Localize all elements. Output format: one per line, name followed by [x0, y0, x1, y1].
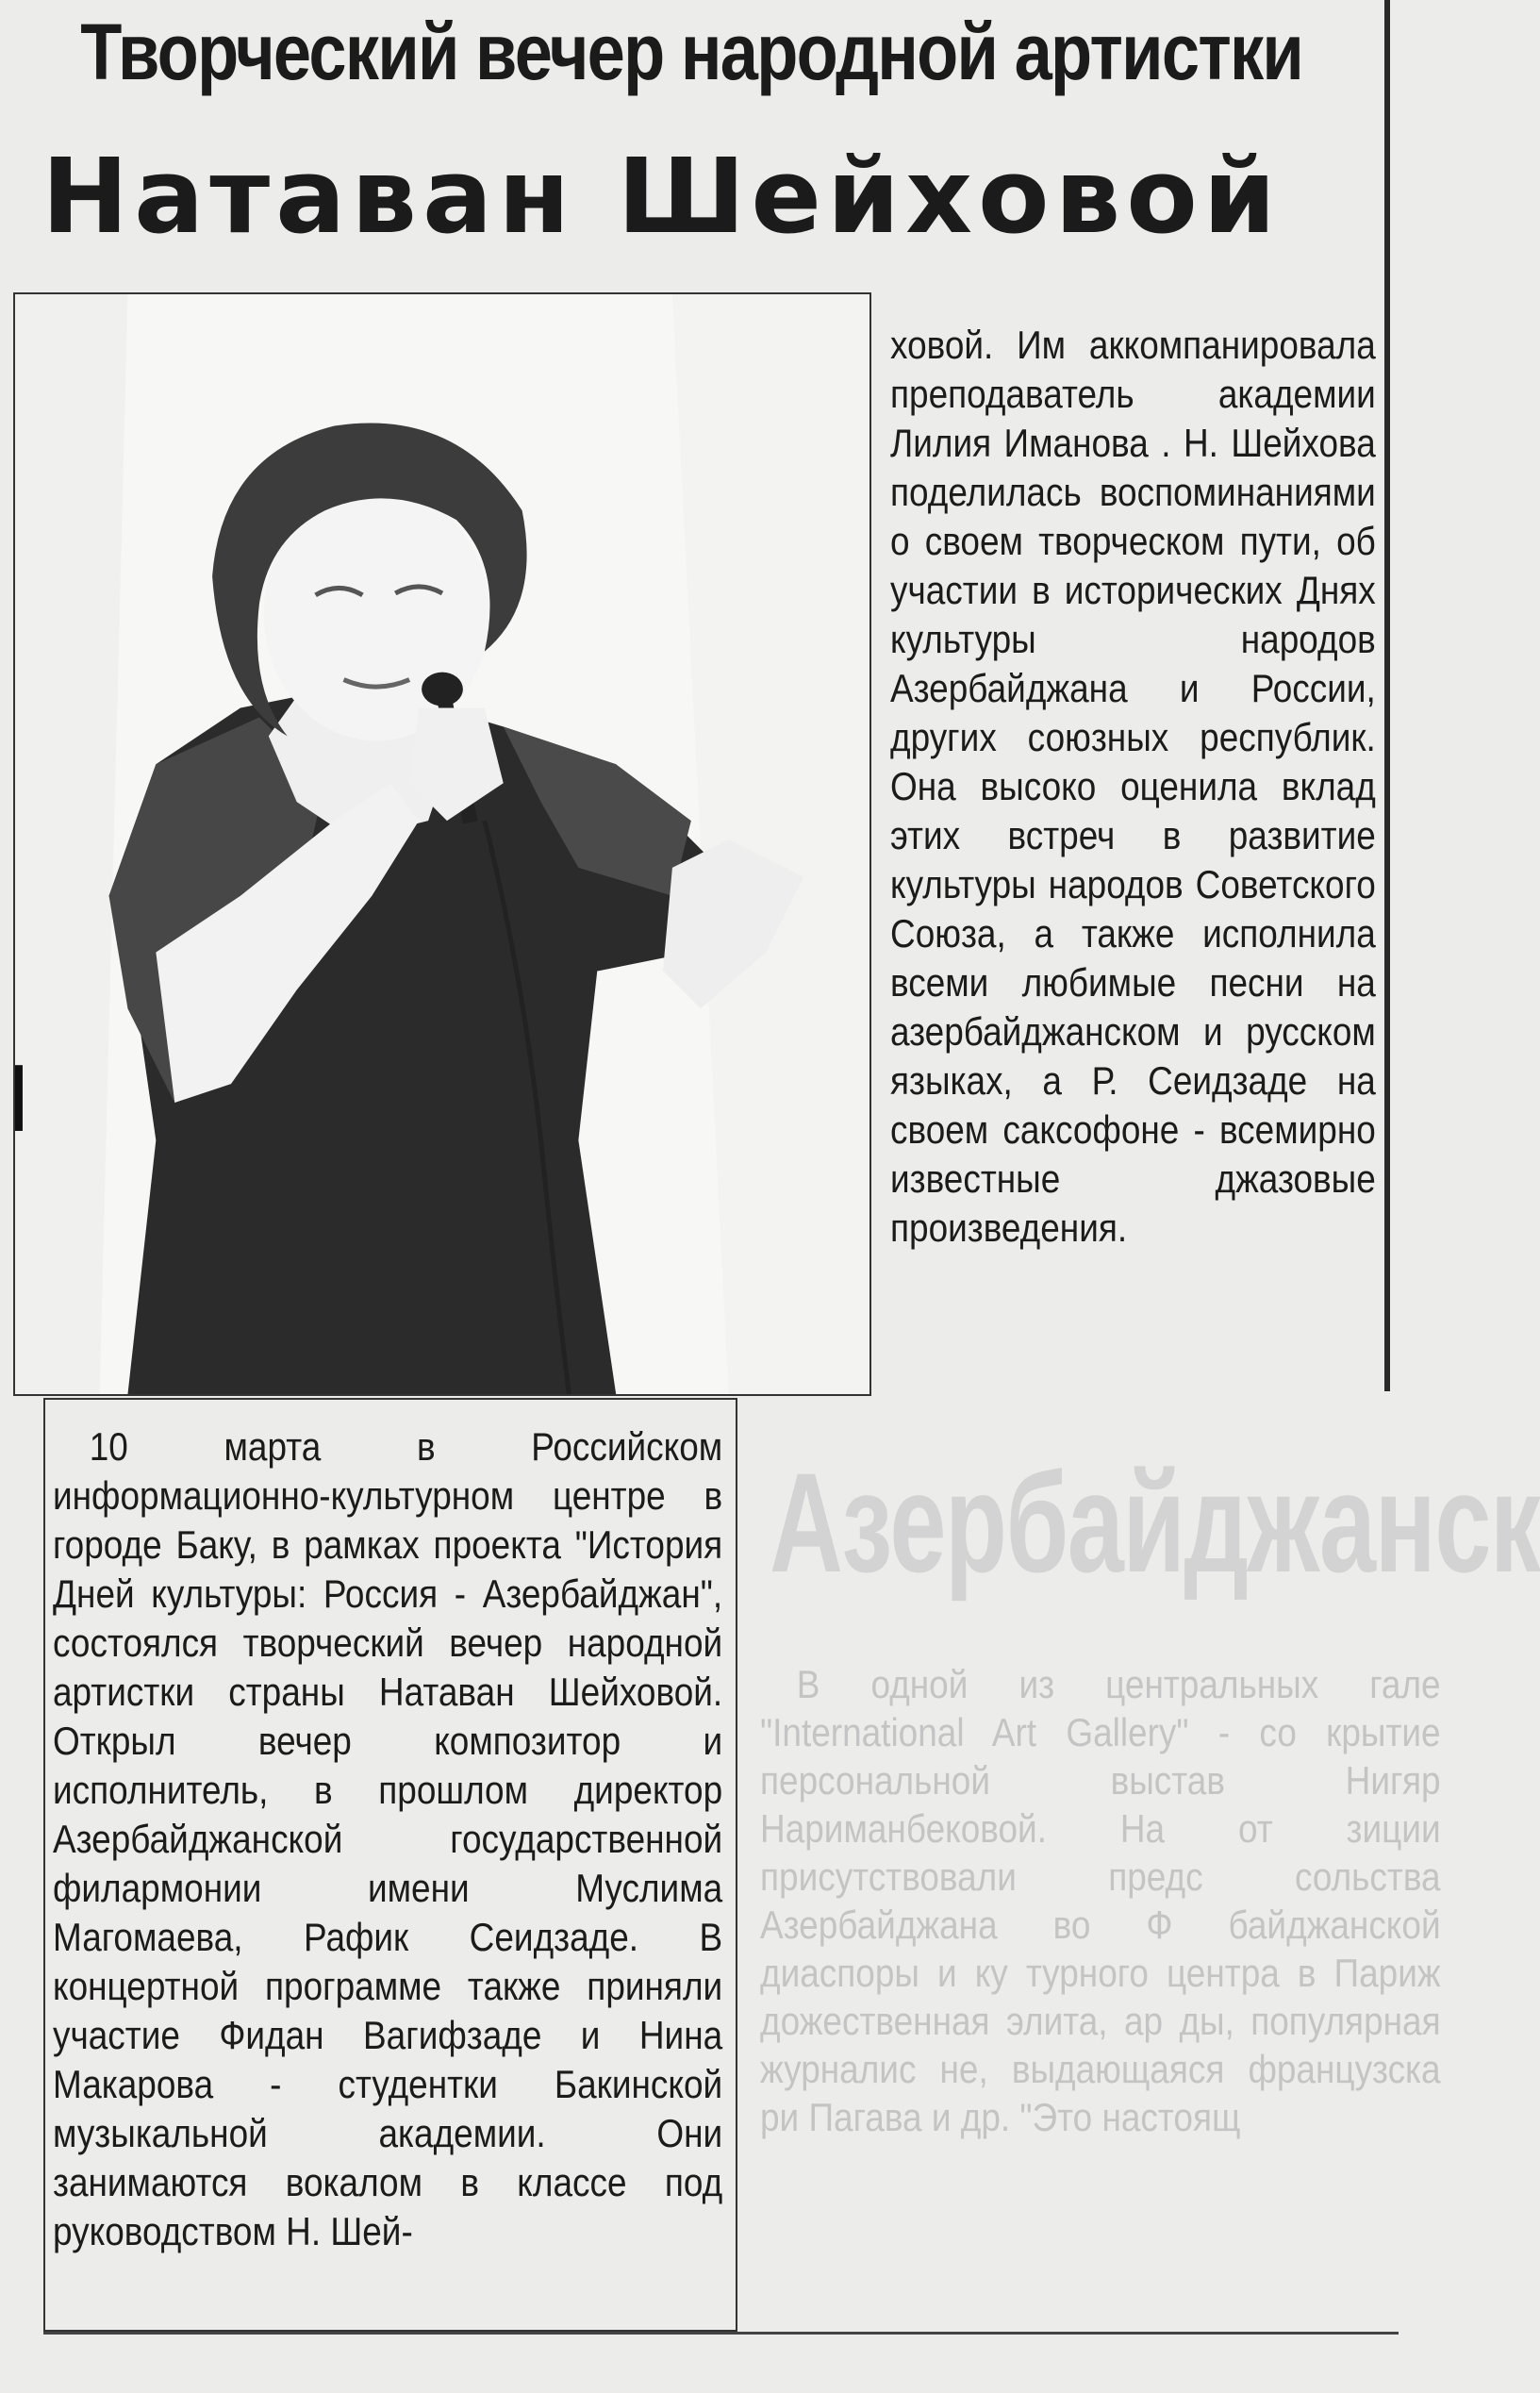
headline-line-1: Творческий вечер народной артистки: [80, 7, 1303, 96]
faded-adjacent-article: [741, 1405, 1540, 2330]
article-photo: [13, 292, 871, 1396]
headline-line-2: Натаван Шейховой: [41, 136, 1282, 257]
faded-article-title: Азербайджанск: [770, 1443, 1540, 1602]
bottom-rule: [43, 2332, 1399, 2335]
left-column-text: 10 марта в Российском информационно-культурном центре в городе Баку, в рамках проекта "История Дней культуры: Россия - Азербайджан", состоялся творческий вечер народной артистки страны Натаван Шейховой. Открыл вечер композитор и исполнитель, в прошлом директор Азербайджанской государственной филармонии имени Муслима Магомаева, Рафик Сеидзаде. В концертной программе также приняли участие Фидан Вагифзаде и Нина Макарова - студентки Бакинской музыкальной академии. Они занимаются вокалом в классе под руководством Н. Шей-: [53, 1424, 723, 2253]
column-divider-rule: [1384, 0, 1390, 1391]
faded-article-text: В одной из центральных гале "International Art Gallery" - со крытие персональной выстав Нигяр Нариманбековой. На от зиции присутствовали предс сольства Азербайджана во Ф байджанской диаспоры и ку турного центра в Париж дожественная элита, ар ды, популярная журналис не, выдающаяся французска ри Пагава и др. "Это настоящ: [760, 1662, 1441, 2139]
right-column-text: ховой. Им аккомпанировала преподаватель академии Лилия Иманова . Н. Шейхова поделилась воспоминаниями о своем творческом пути, об участии в исторических Днях культуры народов Азербайджана и России, других союзных республик. Она высоко оценила вклад этих встреч в развитие культуры народов Советского Союза, а также исполнила всеми любимые песни на азербайджанском и русском языках, а Р. Сеидзаде на своем саксофоне - всемирно известные джазовые произведения.: [890, 323, 1376, 1250]
